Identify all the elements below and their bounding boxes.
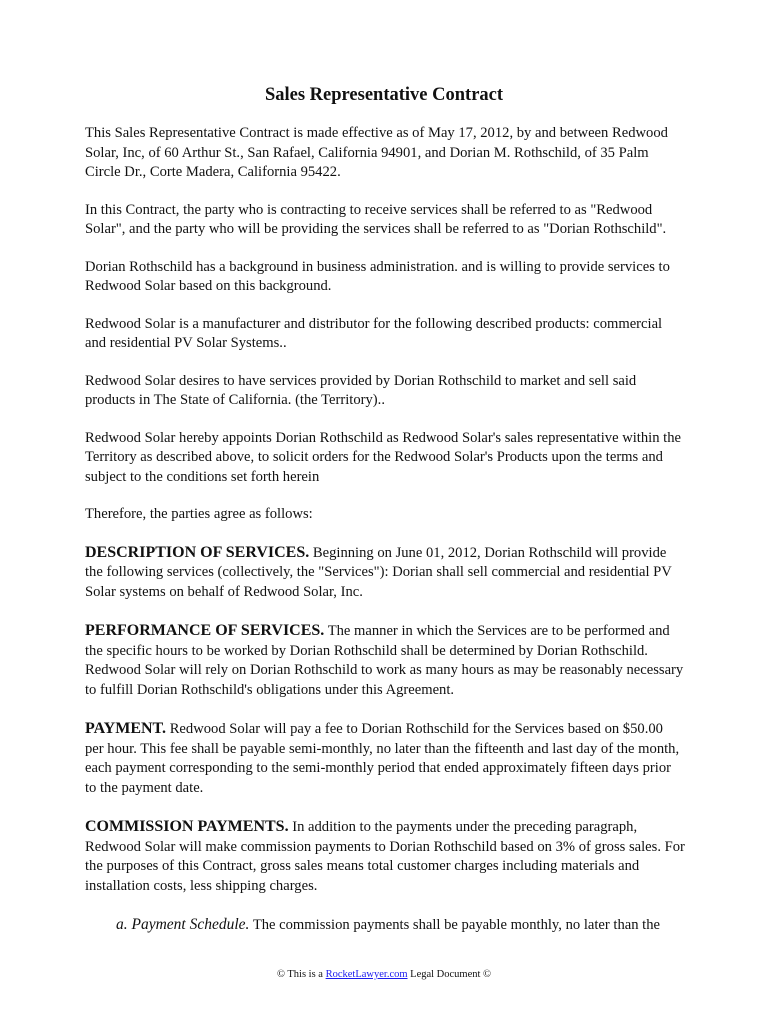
intro-paragraph-background: Dorian Rothschild has a background in business administration. and is willing to provide services to Redwood Solar based on this background. bbox=[85, 258, 670, 294]
section-performance-of-services bbox=[85, 621, 685, 700]
section-heading: COMMISSION PAYMENTS. bbox=[85, 818, 289, 835]
footer-suffix: Legal Document © bbox=[407, 969, 492, 980]
section-commission-payments bbox=[85, 817, 685, 896]
intro-paragraph-agreement: Therefore, the parties agree as follows: bbox=[85, 506, 313, 522]
section-text: The manner in which the Services are to be performed and the specific hours to be worked by Dorian Rothschild shall be determined by Dorian Rothschild. Redwood Solar will rely on Dorian Rothschild to work as many hours as may be reasonably necessary to fulfill Dorian Rothschild's obligations under this Agreement. bbox=[85, 623, 684, 698]
intro-paragraph-territory: Redwood Solar desires to have services provided by Dorian Rothschild to market and sell said products in The State of California. (the Territory).. bbox=[85, 372, 637, 408]
section-heading: DESCRIPTION OF SERVICES. bbox=[85, 543, 310, 561]
section-heading: PAYMENT. bbox=[85, 720, 167, 737]
section-heading: PERFORMANCE OF SERVICES. bbox=[85, 622, 325, 639]
intro-paragraph-products: Redwood Solar is a manufacturer and distributor for the following described products: commercial and residential PV Solar Systems.. bbox=[85, 315, 663, 351]
intro-paragraph-party-definitions: In this Contract, the party who is contracting to receive services shall be referred to as "Redwood Solar", and the party who will be providing the services shall be referred to as "Dorian Rothschild". bbox=[85, 201, 667, 237]
section-text: In addition to the payments under the preceding paragraph, Redwood Solar will make commission payments to Dorian Rothschild based on 3% of gross sales. For the purposes of this Contract, gross sales means total customer charges including materials and installation costs, less shipping charges. bbox=[85, 819, 685, 894]
document-footer bbox=[0, 968, 768, 982]
intro-paragraph-effective-date: This Sales Representative Contract is made effective as of May 17, 2012, by and between Redwood Solar, Inc, of 60 Arthur St., San Rafael, California 94901, and Dorian M. Rothschild, of 35 Palm Circle Dr., Corte Madera, California 95422. bbox=[85, 125, 668, 180]
footer-prefix: © This is a bbox=[276, 969, 326, 980]
intro-paragraph-appointment: Redwood Solar hereby appoints Dorian Rothschild as Redwood Solar's sales representative within the Territory as described above, to solicit orders for the Redwood Solar's Products upon the terms and subject to the conditions set forth herein bbox=[85, 429, 681, 485]
sub-item-text: The commission payments shall be payable monthly, no later than the bbox=[249, 917, 661, 933]
section-description-of-services bbox=[85, 543, 685, 603]
rocketlawyer-link[interactable]: RocketLawyer.com bbox=[325, 969, 408, 980]
sub-item-label: a. Payment Schedule. bbox=[116, 916, 250, 933]
section-payment bbox=[85, 719, 685, 798]
sub-item-payment-schedule bbox=[116, 915, 685, 936]
document-title: Sales Representative Contract bbox=[264, 85, 504, 105]
section-text: Redwood Solar will pay a fee to Dorian Rothschild for the Services based on $50.00 per hour. This fee shall be payable semi-monthly, no later than the fifteenth and last day of the month, each payment corresponding to the semi-monthly period that ended approximately fifteen days prior to the payment date. bbox=[85, 721, 680, 796]
section-text: Beginning on June 01, 2012, Dorian Rothschild will provide the following services (collectively, the "Services"): Dorian shall sell commercial and residential PV Solar systems on behalf of Redwood Solar, Inc. bbox=[85, 544, 672, 600]
document-body bbox=[85, 124, 685, 936]
